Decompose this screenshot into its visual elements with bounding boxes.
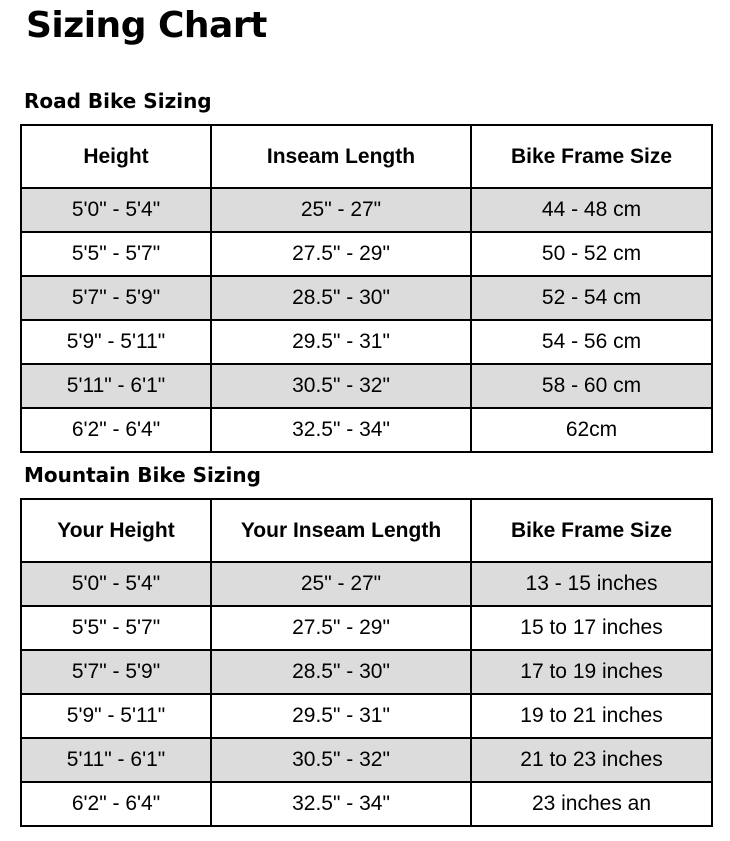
inseam-cell: 29.5" - 31" <box>211 694 471 738</box>
inseam-column-header: Inseam Length <box>211 125 471 188</box>
inseam-cell: 30.5" - 32" <box>211 364 471 408</box>
inseam-cell: 32.5" - 34" <box>211 782 471 826</box>
height-cell: 5'11" - 6'1" <box>21 738 211 782</box>
height-cell: 5'9" - 5'11" <box>21 694 211 738</box>
table-row <box>21 782 712 826</box>
inseam-cell: 28.5" - 30" <box>211 650 471 694</box>
table-row <box>21 364 712 408</box>
height-cell: 6'2" - 6'4" <box>21 782 211 826</box>
inseam-cell: 25" - 27" <box>211 188 471 232</box>
frame-size-column-header: Bike Frame Size <box>471 125 712 188</box>
frame-size-cell: 50 - 52 cm <box>471 232 712 276</box>
frame-size-cell: 19 to 21 inches <box>471 694 712 738</box>
table-row <box>21 606 712 650</box>
table-header-row <box>21 499 712 562</box>
frame-size-cell: 17 to 19 inches <box>471 650 712 694</box>
table-row <box>21 188 712 232</box>
road-bike-sizing-table <box>20 124 713 453</box>
frame-size-cell: 21 to 23 inches <box>471 738 712 782</box>
height-column-header: Height <box>21 125 211 188</box>
table-row <box>21 562 712 606</box>
inseam-cell: 32.5" - 34" <box>211 408 471 452</box>
table-row <box>21 650 712 694</box>
inseam-cell: 27.5" - 29" <box>211 232 471 276</box>
table-row <box>21 738 712 782</box>
frame-size-cell: 13 - 15 inches <box>471 562 712 606</box>
height-cell: 5'7" - 5'9" <box>21 650 211 694</box>
frame-size-column-header: Bike Frame Size <box>471 499 712 562</box>
road-bike-section-title: Road Bike Sizing <box>24 89 212 113</box>
inseam-cell: 29.5" - 31" <box>211 320 471 364</box>
table-row <box>21 694 712 738</box>
mountain-bike-section-title: Mountain Bike Sizing <box>24 463 261 487</box>
height-cell: 5'0" - 5'4" <box>21 562 211 606</box>
table-row <box>21 320 712 364</box>
inseam-cell: 30.5" - 32" <box>211 738 471 782</box>
height-cell: 5'11" - 6'1" <box>21 364 211 408</box>
inseam-cell: 27.5" - 29" <box>211 606 471 650</box>
frame-size-cell: 54 - 56 cm <box>471 320 712 364</box>
frame-size-cell: 23 inches an <box>471 782 712 826</box>
table-header-row <box>21 125 712 188</box>
page-title: Sizing Chart <box>26 5 267 46</box>
height-cell: 5'0" - 5'4" <box>21 188 211 232</box>
height-cell: 5'9" - 5'11" <box>21 320 211 364</box>
height-cell: 6'2" - 6'4" <box>21 408 211 452</box>
frame-size-cell: 58 - 60 cm <box>471 364 712 408</box>
table-row <box>21 408 712 452</box>
inseam-cell: 25" - 27" <box>211 562 471 606</box>
inseam-column-header: Your Inseam Length <box>211 499 471 562</box>
height-column-header: Your Height <box>21 499 211 562</box>
inseam-cell: 28.5" - 30" <box>211 276 471 320</box>
table-row <box>21 276 712 320</box>
height-cell: 5'7" - 5'9" <box>21 276 211 320</box>
frame-size-cell: 52 - 54 cm <box>471 276 712 320</box>
frame-size-cell: 44 - 48 cm <box>471 188 712 232</box>
height-cell: 5'5" - 5'7" <box>21 606 211 650</box>
frame-size-cell: 15 to 17 inches <box>471 606 712 650</box>
frame-size-cell: 62cm <box>471 408 712 452</box>
height-cell: 5'5" - 5'7" <box>21 232 211 276</box>
mountain-bike-sizing-table <box>20 498 713 827</box>
table-row <box>21 232 712 276</box>
